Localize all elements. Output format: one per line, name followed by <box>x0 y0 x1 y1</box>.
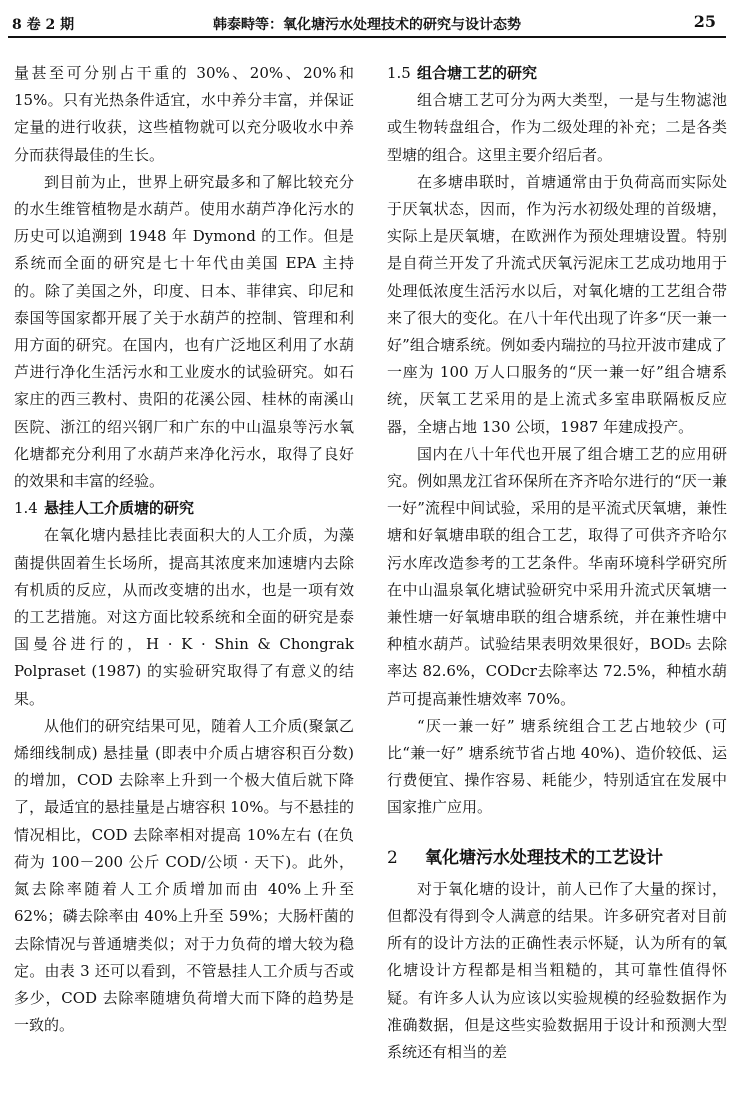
section-heading-1-4 <box>14 495 354 522</box>
paragraph: 国内在八十年代也开展了组合塘工艺的应用研究。例如黑龙江省环保所在齐齐哈尔进行的“厌一兼一好”流程中间试验，采用的是平流式厌氧塘，兼性塘和好氧塘串联的组合工艺，取得了可供齐齐哈尔污水库改造参考的工艺条件。华南环境科学研究所在中山温泉氧化塘试验研究中采用升流式厌氧塘一兼性塘一好氧塘串联的组合塘系统，并在兼性塘中种植水葫芦。试验结果表明效果很好，BOD₅ 去除率达 82.6%，CODcr去除率达 72.5%，种植水葫芦可提高兼性塘效率 70%。 <box>387 444 727 708</box>
paragraph: 对于氧化塘的设计，前人已作了大量的探讨，但都没有得到令人满意的结果。许多研究者对目前所有的设计方法的正确性表示怀疑，认为所有的氧化塘设计方程都是相当粗糙的，其可靠性值得怀疑。有许多人认为应该以实验规模的经验数据作为准确数据，但是这些实验数据用于设计和预测大型系统还有相当的差 <box>387 879 727 1061</box>
journal-volume: 8 卷 2 期 <box>12 17 75 33</box>
paragraph: “厌一兼一好” 塘系统组合工艺占地较少 (可比“兼一好” 塘系统节省占地 40%)、造价较低、运行费便宜、操作容易、耗能少，特别适宜在发展中国家推广应用。 <box>387 716 727 817</box>
section-number: 2 <box>387 847 398 868</box>
paragraph: 到目前为止，世界上研究最多和了解比较充分的水生维管植物是水葫芦。使用水葫芦净化污水的历史可以追溯到 1948 年 Dymond 的工作。但是系统而全面的研究是七十年代由美国 EPA 主持的。除了美国之外，印度、日本、菲律宾、印尼和泰国等国家都开展了关于水葫芦的控制、管理和利用方面的研究。在国内，也有广泛地区利用了水葫芦进行净化生活污水和工业废水的试验研究。如石家庄的西三教村、贵阳的花溪公园、桂林的南溪山医院、浙江的绍兴钢厂和广东的中山温泉等污水氧化塘都充分利用了水葫芦来净化污水，取得了良好的效果和丰富的经验。 <box>14 172 354 491</box>
page-number: 25 <box>693 12 716 31</box>
paragraph: 量甚至可分别占干重的 30%、20%、20%和 15%。只有光热条件适宜，水中养分丰富，并保证定量的进行收获，这些植物就可以充分吸收水中养分而获得最佳的生长。 <box>14 64 354 164</box>
right-column <box>387 60 727 1066</box>
section-heading-1-5 <box>387 60 727 87</box>
section-title: 组合塘工艺的研究 <box>417 64 538 82</box>
paragraph: 在多塘串联时，首塘通常由于负荷高而实际处于厌氧状态，因而，作为污水初级处理的首级塘，实际上是厌氧塘，在欧洲作为预处理塘设置。特别是自荷兰开发了升流式厌氧污泥床工艺成功地用于处理低浓度生活污水以后，对氧化塘的工艺组合带来了很大的变化。在八十年代出现了许多“厌一兼一好”组合塘系统。例如委内瑞拉的马拉开波市建成了一座为 100 万人口服务的“厌一兼一好”组合塘系统，厌氧工艺采用的是上流式多室串联隔板反应器，全塘占地 130 公顷，1987 年建成投产。 <box>387 172 727 436</box>
running-header <box>8 10 726 38</box>
section-heading-2 <box>387 844 727 872</box>
running-title: 韩泰畤等：氧化塘污水处理技术的研究与设计态势 <box>213 17 521 33</box>
section-number: 1.5 <box>387 64 411 82</box>
paragraph: 在氧化塘内悬挂比表面积大的人工介质，为藻菌提供固着生长场所，提高其浓度来加速塘内去除有机质的反应，从而改变塘的出水，也是一项有效的工艺措施。对这方面比较系统和全面的研究是泰国曼谷进行的，H · K · Shin & Chongrak Polpraset (1987) 的实验研究取得了有意义的结果。 <box>14 526 354 708</box>
section-title: 悬挂人工介质塘的研究 <box>44 499 195 518</box>
paragraph: 从他们的研究结果可见，随着人工介质(聚氯乙烯细线制成) 悬挂量 (即表中介质占塘容积百分数) 的增加，COD 去除率上升到一个极大值后就下降了，最适宜的悬挂量是占塘容积 10%。与不悬挂的情况相比，COD 去除率相对提高 10%左右 (在负荷为 100－200 公斤 COD/公顷 · 天下)。此外，氮去除率随着人工介质增加而由 40%上升至 62%；磷去除率由 40%上升至 59%；大肠杆菌的去除情况与普通塘类似；对于力负荷的增大较为稳定。由表 3 还可以看到，不管悬挂人工介质与否或多少，COD 去除率随塘负荷增大而下降的趋势是一致的。 <box>14 716 354 1035</box>
section-number: 1.4 <box>14 499 38 518</box>
left-column <box>14 60 354 1039</box>
section-title: 氧化塘污水处理技术的工艺设计 <box>425 847 663 868</box>
paragraph: 组合塘工艺可分为两大类型，一是与生物滤池或生物转盘组合，作为二级处理的补充；二是各类型塘的组合。这里主要介绍后者。 <box>387 91 727 164</box>
